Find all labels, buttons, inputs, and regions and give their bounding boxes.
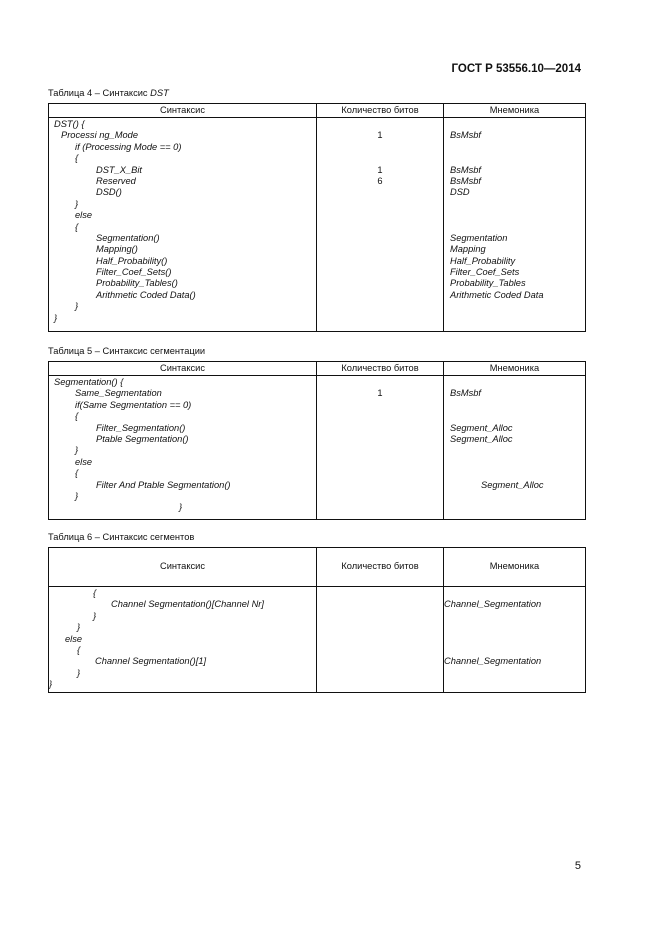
syntax-line: Channel Segmentation()[1] bbox=[95, 656, 207, 667]
table6 bbox=[48, 547, 586, 693]
syntax-line: else bbox=[75, 210, 93, 221]
syntax-line: } bbox=[49, 679, 53, 690]
table6-syntax-cell bbox=[49, 587, 317, 693]
syntax-line: Processi ng_Mode bbox=[61, 130, 138, 141]
syntax-line: DSD() bbox=[96, 187, 122, 198]
col-syntax-header: Синтаксис bbox=[49, 548, 317, 587]
table6-bits-cell bbox=[317, 587, 444, 693]
table4-bits-cell bbox=[317, 118, 444, 332]
mnemonic-value bbox=[444, 611, 585, 622]
page-number: 5 bbox=[574, 860, 581, 872]
syntax-line: Same_Segmentation bbox=[75, 388, 162, 399]
syntax-line: } bbox=[75, 301, 79, 312]
mnemonic-value bbox=[444, 634, 585, 645]
syntax-line: Segmentation() bbox=[96, 232, 160, 243]
mnemonic-value: BsMsbf bbox=[450, 388, 481, 399]
col-mnemonic-header: Мнемоника bbox=[444, 548, 586, 587]
col-syntax-header: Синтаксис bbox=[49, 104, 317, 118]
bits-value bbox=[317, 142, 443, 153]
table4 bbox=[48, 103, 586, 332]
table6-caption: Таблица 6 – Синтаксис сегментов bbox=[48, 532, 195, 542]
mnemonic-value: BsMsbf bbox=[450, 175, 481, 186]
mnemonic-value bbox=[450, 457, 585, 468]
syntax-line: DST() { bbox=[54, 119, 85, 129]
syntax-line: if(Same Segmentation == 0) bbox=[75, 399, 192, 410]
mnemonic-value bbox=[450, 377, 585, 388]
bits-value bbox=[317, 119, 443, 130]
syntax-line: Filter And Ptable Segmentation() bbox=[96, 479, 231, 490]
table4-mnemonic-cell bbox=[444, 118, 586, 332]
mnemonic-value bbox=[450, 411, 585, 422]
col-bits-header: Количество битов bbox=[317, 362, 444, 376]
table5-bits-cell bbox=[317, 376, 444, 520]
col-syntax-header: Синтаксис bbox=[49, 362, 317, 376]
mnemonic-value bbox=[444, 645, 585, 656]
table5-caption: Таблица 5 – Синтаксис сегментации bbox=[48, 346, 206, 356]
mnemonic-value bbox=[450, 199, 585, 210]
mnemonic-value bbox=[450, 400, 585, 411]
mnemonic-value: Probability_Tables bbox=[450, 278, 526, 289]
mnemonic-value: Segment_Alloc bbox=[450, 422, 513, 433]
syntax-line: } bbox=[75, 445, 79, 456]
standard-designation: ГОСТ Р 53556.10—2014 bbox=[451, 63, 581, 75]
syntax-line: { bbox=[75, 468, 79, 479]
syntax-line: Arithmetic Coded Data() bbox=[96, 289, 196, 300]
table6-mnemonic-cell bbox=[444, 587, 586, 693]
table5-mnemonic-cell bbox=[444, 376, 586, 520]
syntax-line: Reserved bbox=[96, 175, 136, 186]
mnemonic-value: BsMsbf bbox=[450, 164, 481, 175]
syntax-line: Filter_Coef_Sets() bbox=[96, 267, 172, 278]
col-mnemonic-header: Мнемоника bbox=[444, 362, 586, 376]
syntax-line: Mapping() bbox=[96, 244, 138, 255]
syntax-line: { bbox=[75, 153, 79, 164]
syntax-line: Half_Probability() bbox=[96, 255, 168, 266]
mnemonic-value bbox=[444, 588, 585, 599]
table4-caption: Таблица 4 – Синтаксис DST bbox=[48, 88, 169, 98]
syntax-line: Channel Segmentation()[Channel Nr] bbox=[111, 599, 264, 610]
syntax-line: { bbox=[75, 221, 79, 232]
mnemonic-value: Filter_Coef_Sets bbox=[450, 267, 520, 278]
mnemonic-value bbox=[450, 445, 585, 456]
syntax-line: Segmentation() { bbox=[54, 377, 124, 387]
syntax-line: } bbox=[77, 667, 81, 678]
col-bits-header: Количество битов bbox=[317, 548, 444, 587]
syntax-line: } bbox=[179, 502, 183, 513]
syntax-line: Probability_Tables() bbox=[96, 278, 178, 289]
col-mnemonic-header: Мнемоника bbox=[444, 104, 586, 118]
bits-value: 1 bbox=[377, 164, 383, 175]
table5-syntax-cell bbox=[49, 376, 317, 520]
syntax-line: else bbox=[75, 456, 93, 467]
syntax-line: { bbox=[77, 644, 81, 655]
mnemonic-value: BsMsbf bbox=[450, 130, 481, 141]
syntax-line: } bbox=[75, 490, 79, 501]
bits-value bbox=[317, 377, 443, 388]
mnemonic-value: Half_Probability bbox=[450, 255, 516, 266]
mnemonic-value bbox=[444, 622, 585, 633]
mnemonic-value: Segmentation bbox=[450, 232, 508, 243]
syntax-line: } bbox=[77, 622, 81, 633]
mnemonic-value bbox=[450, 119, 585, 130]
bits-value: 1 bbox=[377, 388, 383, 399]
bits-value: 6 bbox=[377, 175, 383, 186]
mnemonic-value bbox=[450, 210, 585, 221]
bits-value: 1 bbox=[377, 130, 383, 141]
table5 bbox=[48, 361, 586, 520]
syntax-line: } bbox=[93, 610, 97, 621]
syntax-line: { bbox=[75, 411, 79, 422]
syntax-line: Filter_Segmentation() bbox=[96, 422, 186, 433]
syntax-line: } bbox=[54, 312, 58, 323]
mnemonic-value: Arithmetic Coded Data bbox=[450, 289, 544, 300]
mnemonic-value bbox=[450, 153, 585, 164]
mnemonic-value: Channel_Segmentation bbox=[444, 656, 542, 667]
mnemonic-value: Segment_Alloc bbox=[481, 479, 544, 490]
mnemonic-value: DSD bbox=[450, 187, 470, 198]
syntax-line: if (Processing Mode == 0) bbox=[75, 141, 182, 152]
mnemonic-value bbox=[450, 468, 585, 479]
syntax-line: DST_X_Bit bbox=[96, 164, 142, 175]
mnemonic-value: Channel_Segmentation bbox=[444, 599, 542, 610]
syntax-line: Ptable Segmentation() bbox=[96, 433, 189, 444]
mnemonic-value bbox=[450, 142, 585, 153]
mnemonic-value: Segment_Alloc bbox=[450, 433, 513, 444]
mnemonic-value bbox=[450, 222, 585, 233]
mnemonic-value: Mapping bbox=[450, 244, 486, 255]
syntax-line: { bbox=[93, 588, 97, 598]
col-bits-header: Количество битов bbox=[317, 104, 444, 118]
syntax-line: } bbox=[75, 198, 79, 209]
syntax-line: else bbox=[65, 633, 83, 644]
bits-value bbox=[317, 153, 443, 164]
table4-syntax-cell bbox=[49, 118, 317, 332]
